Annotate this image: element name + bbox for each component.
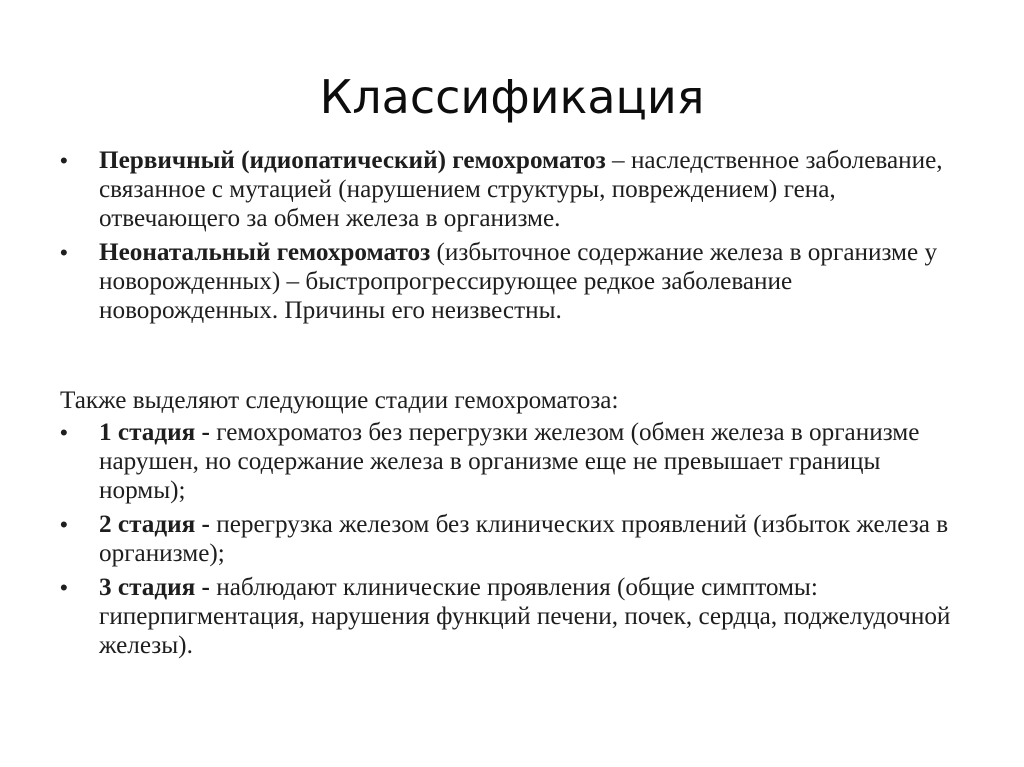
stage-3-label: 3 стадия -	[99, 574, 210, 601]
slide-body	[60, 146, 970, 665]
stage-3-description: наблюдают клинические проявления (общие симптомы: гиперпигментация, нарушения функций печени, почек, сердца, поджелудочной железы).	[99, 574, 951, 659]
spacer	[60, 330, 970, 386]
classification-item-neonatal	[60, 238, 970, 325]
term-primary: Первичный (идиопатический) гемохроматоз	[99, 147, 606, 174]
definition-primary: – наследственное заболевание, связанное с мутацией (нарушением структуры, повреждением) гена, отвечающего за обмен железа в организме.	[99, 147, 943, 232]
stage-1-label: 1 стадия -	[99, 419, 210, 446]
stage-1-description: гемохроматоз без перегрузки железом (обмен железа в организме нарушен, но содержание железа в организме еще не превышает границы нормы);	[99, 419, 920, 504]
classification-item-primary	[60, 146, 970, 233]
stages-intro: Также выделяют следующие стадии гемохроматоза:	[60, 387, 619, 414]
stage-item-2	[60, 510, 970, 568]
slide-title: Классификация	[319, 70, 705, 124]
term-neonatal: Неонатальный гемохроматоз	[99, 239, 431, 266]
stage-item-3	[60, 573, 970, 660]
stage-2-label: 2 стадия -	[99, 511, 210, 538]
definition-neonatal: (избыточное содержание железа в организме у новорожденных) – быстропрогрессирующее редкое заболевание новорожденных. Причины его неизвестны.	[99, 239, 938, 324]
stage-item-1	[60, 418, 970, 505]
stage-2-description: перегрузка железом без клинических проявлений (избыток железа в организме);	[99, 511, 949, 567]
